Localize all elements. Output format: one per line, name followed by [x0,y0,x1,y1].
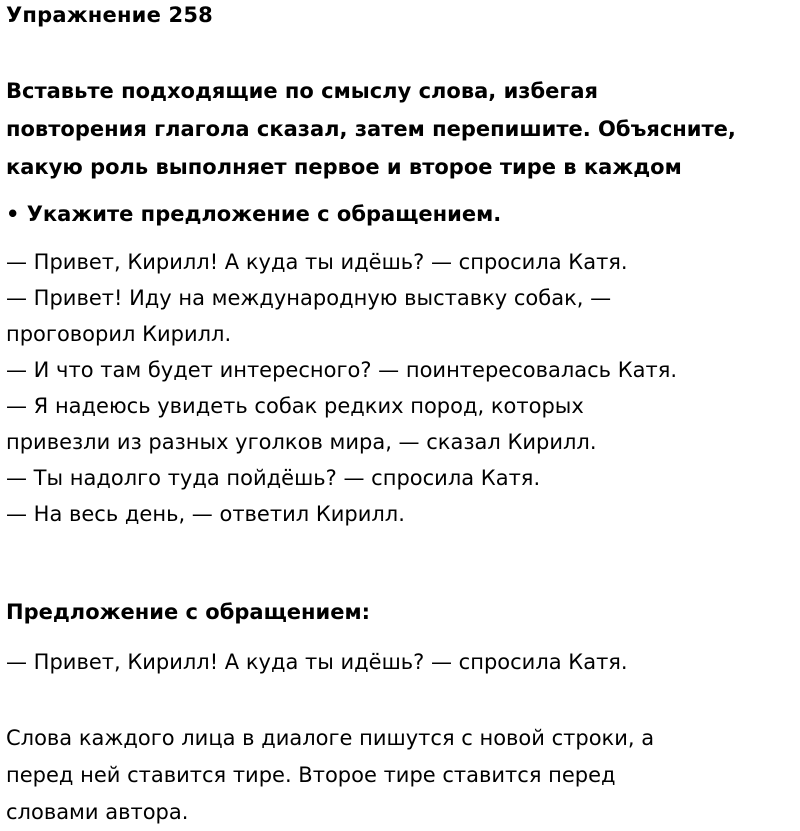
exercise-title: Упражнение 258 [6,3,213,27]
dialogue-line: — Я надеюсь увидеть собак редких пород, которых [6,394,584,418]
dialogue-line: проговорил Кирилл. [6,322,232,346]
task-line: Вставьте подходящие по смыслу слова, избегая [6,79,599,103]
task-bullet: • Укажите предложение с обращением. [6,202,502,226]
dialogue-line: — И что там будет интересного? — поинтересовалась Катя. [6,358,678,382]
explanation-line: словами автора. [6,800,189,824]
task-line: повторения глагола сказал, затем перепишите. Объясните, [6,117,736,141]
explanation-text [6,720,796,831]
explanation-line: перед ней ставится тире. Второе тире ставится перед [6,763,616,787]
explanation-line: Слова каждого лица в диалоге пишутся с новой строки, а [6,726,655,750]
dialogue-line: привезли из разных уголков мира, — сказал Кирилл. [6,430,597,454]
answer-heading: Предложение с обращением: [6,600,371,624]
dialogue-line: — Привет! Иду на международную выставку собак, — [6,286,612,310]
answer-sentence: — Привет, Кирилл! А куда ты идёшь? — спросила Катя. [6,650,628,674]
task-text [6,72,796,186]
dialogue-text [6,244,796,532]
dialogue-line: — Привет, Кирилл! А куда ты идёшь? — спросила Катя. [6,250,628,274]
dialogue-line: — На весь день, — ответил Кирилл. [6,502,405,526]
task-line: какую роль выполняет первое и второе тире в каждом [6,155,682,179]
dialogue-line: — Ты надолго туда пойдёшь? — спросила Катя. [6,466,541,490]
